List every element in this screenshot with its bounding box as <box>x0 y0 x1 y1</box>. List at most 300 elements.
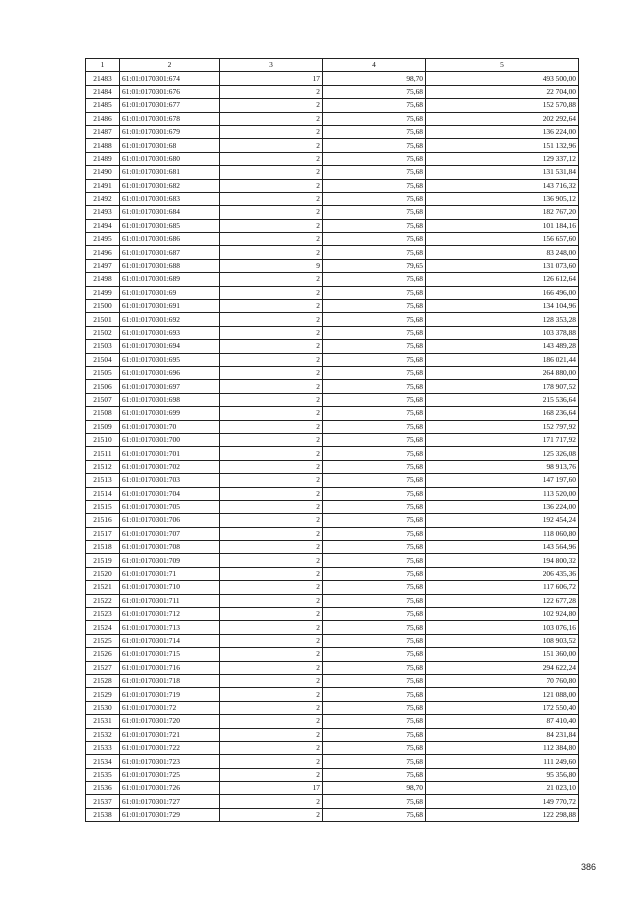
row-number-cell: 21522 <box>86 594 120 607</box>
value-cell: 126 612,64 <box>426 273 579 286</box>
column-4-cell: 75,68 <box>323 500 426 513</box>
column-4-cell: 75,68 <box>323 527 426 540</box>
column-header-4: 4 <box>323 59 426 72</box>
row-number-cell: 21504 <box>86 353 120 366</box>
column-4-cell: 75,68 <box>323 688 426 701</box>
table-row <box>86 259 579 272</box>
column-3-cell: 2 <box>220 340 323 353</box>
row-number-cell: 21501 <box>86 313 120 326</box>
table-row <box>86 313 579 326</box>
row-number-cell: 21534 <box>86 755 120 768</box>
table-row <box>86 139 579 152</box>
column-3-cell: 2 <box>220 447 323 460</box>
table-row <box>86 741 579 754</box>
column-4-cell: 75,68 <box>323 125 426 138</box>
column-3-cell: 2 <box>220 474 323 487</box>
column-4-cell: 75,68 <box>323 206 426 219</box>
table-row <box>86 380 579 393</box>
column-3-cell: 2 <box>220 594 323 607</box>
table-row <box>86 474 579 487</box>
table-row <box>86 85 579 98</box>
cadastral-number-cell: 61:01:0170301:700 <box>120 433 220 446</box>
column-3-cell: 2 <box>220 192 323 205</box>
row-number-cell: 21486 <box>86 112 120 125</box>
row-number-cell: 21511 <box>86 447 120 460</box>
table-body <box>86 72 579 822</box>
row-number-cell: 21537 <box>86 795 120 808</box>
table-row <box>86 795 579 808</box>
cadastral-number-cell: 61:01:0170301:723 <box>120 755 220 768</box>
row-number-cell: 21496 <box>86 246 120 259</box>
column-4-cell: 98,70 <box>323 782 426 795</box>
value-cell: 131 073,60 <box>426 259 579 272</box>
table-row <box>86 286 579 299</box>
column-3-cell: 2 <box>220 420 323 433</box>
cadastral-number-cell: 61:01:0170301:709 <box>120 554 220 567</box>
column-4-cell: 75,68 <box>323 433 426 446</box>
column-4-cell: 75,68 <box>323 514 426 527</box>
column-3-cell: 2 <box>220 85 323 98</box>
cadastral-number-cell: 61:01:0170301:684 <box>120 206 220 219</box>
column-4-cell: 75,68 <box>323 648 426 661</box>
column-4-cell: 75,68 <box>323 139 426 152</box>
column-3-cell: 2 <box>220 166 323 179</box>
column-3-cell: 2 <box>220 433 323 446</box>
column-4-cell: 75,68 <box>323 420 426 433</box>
column-3-cell: 2 <box>220 701 323 714</box>
table-row <box>86 219 579 232</box>
table-row <box>86 166 579 179</box>
row-number-cell: 21514 <box>86 487 120 500</box>
row-number-cell: 21508 <box>86 407 120 420</box>
row-number-cell: 21521 <box>86 581 120 594</box>
table-row <box>86 273 579 286</box>
column-4-cell: 75,68 <box>323 380 426 393</box>
column-3-cell: 2 <box>220 554 323 567</box>
column-3-cell: 2 <box>220 152 323 165</box>
value-cell: 194 800,32 <box>426 554 579 567</box>
column-4-cell: 75,68 <box>323 808 426 821</box>
table-row <box>86 420 579 433</box>
row-number-cell: 21538 <box>86 808 120 821</box>
column-4-cell: 75,68 <box>323 99 426 112</box>
value-cell: 121 088,00 <box>426 688 579 701</box>
value-cell: 206 435,36 <box>426 567 579 580</box>
column-3-cell: 9 <box>220 259 323 272</box>
value-cell: 166 496,00 <box>426 286 579 299</box>
page-number: 386 <box>580 862 596 872</box>
table-row <box>86 808 579 821</box>
row-number-cell: 21495 <box>86 233 120 246</box>
cadastral-number-cell: 61:01:0170301:692 <box>120 313 220 326</box>
value-cell: 21 023,10 <box>426 782 579 795</box>
value-cell: 70 760,80 <box>426 674 579 687</box>
table-row <box>86 674 579 687</box>
value-cell: 101 184,16 <box>426 219 579 232</box>
column-4-cell: 75,68 <box>323 353 426 366</box>
column-3-cell: 2 <box>220 393 323 406</box>
column-4-cell: 75,68 <box>323 634 426 647</box>
column-4-cell: 75,68 <box>323 541 426 554</box>
value-cell: 171 717,92 <box>426 433 579 446</box>
column-3-cell: 2 <box>220 688 323 701</box>
column-3-cell: 17 <box>220 72 323 85</box>
column-3-cell: 2 <box>220 326 323 339</box>
column-3-cell: 2 <box>220 768 323 781</box>
column-3-cell: 2 <box>220 206 323 219</box>
table-row <box>86 407 579 420</box>
cadastral-number-cell: 61:01:0170301:702 <box>120 460 220 473</box>
table-row <box>86 688 579 701</box>
table-row <box>86 233 579 246</box>
column-4-cell: 75,68 <box>323 166 426 179</box>
column-3-cell: 2 <box>220 99 323 112</box>
value-cell: 264 880,00 <box>426 366 579 379</box>
column-3-cell: 2 <box>220 233 323 246</box>
cadastral-number-cell: 61:01:0170301:683 <box>120 192 220 205</box>
table-row <box>86 340 579 353</box>
cadastral-number-cell: 61:01:0170301:70 <box>120 420 220 433</box>
column-header-5: 5 <box>426 59 579 72</box>
column-3-cell: 2 <box>220 407 323 420</box>
cadastral-number-cell: 61:01:0170301:69 <box>120 286 220 299</box>
table-row <box>86 300 579 313</box>
value-cell: 151 360,00 <box>426 648 579 661</box>
table-row <box>86 192 579 205</box>
cadastral-number-cell: 61:01:0170301:695 <box>120 353 220 366</box>
row-number-cell: 21485 <box>86 99 120 112</box>
cadastral-number-cell: 61:01:0170301:685 <box>120 219 220 232</box>
column-3-cell: 2 <box>220 541 323 554</box>
column-3-cell: 2 <box>220 179 323 192</box>
table-row <box>86 460 579 473</box>
table-row <box>86 447 579 460</box>
cadastral-number-cell: 61:01:0170301:698 <box>120 393 220 406</box>
cadastral-number-cell: 61:01:0170301:699 <box>120 407 220 420</box>
table-row <box>86 112 579 125</box>
cadastral-number-cell: 61:01:0170301:705 <box>120 500 220 513</box>
cadastral-number-cell: 61:01:0170301:715 <box>120 648 220 661</box>
column-3-cell: 2 <box>220 581 323 594</box>
row-number-cell: 21520 <box>86 567 120 580</box>
column-3-cell: 2 <box>220 112 323 125</box>
value-cell: 143 564,96 <box>426 541 579 554</box>
row-number-cell: 21518 <box>86 541 120 554</box>
column-3-cell: 2 <box>220 661 323 674</box>
cadastral-number-cell: 61:01:0170301:729 <box>120 808 220 821</box>
column-4-cell: 75,68 <box>323 407 426 420</box>
value-cell: 125 326,08 <box>426 447 579 460</box>
cadastral-number-cell: 61:01:0170301:706 <box>120 514 220 527</box>
cadastral-number-cell: 61:01:0170301:719 <box>120 688 220 701</box>
cadastral-number-cell: 61:01:0170301:72 <box>120 701 220 714</box>
column-4-cell: 98,70 <box>323 72 426 85</box>
column-3-cell: 2 <box>220 273 323 286</box>
table-row <box>86 634 579 647</box>
value-cell: 103 076,16 <box>426 621 579 634</box>
value-cell: 87 410,40 <box>426 715 579 728</box>
row-number-cell: 21529 <box>86 688 120 701</box>
value-cell: 134 104,96 <box>426 300 579 313</box>
value-cell: 202 292,64 <box>426 112 579 125</box>
column-4-cell: 75,68 <box>323 768 426 781</box>
cadastral-number-cell: 61:01:0170301:727 <box>120 795 220 808</box>
table-row <box>86 326 579 339</box>
cadastral-number-cell: 61:01:0170301:696 <box>120 366 220 379</box>
table-row <box>86 393 579 406</box>
value-cell: 172 550,40 <box>426 701 579 714</box>
column-4-cell: 75,68 <box>323 701 426 714</box>
cadastral-number-cell: 61:01:0170301:678 <box>120 112 220 125</box>
table-row <box>86 661 579 674</box>
column-4-cell: 75,68 <box>323 487 426 500</box>
cadastral-number-cell: 61:01:0170301:693 <box>120 326 220 339</box>
column-3-cell: 2 <box>220 366 323 379</box>
value-cell: 143 489,28 <box>426 340 579 353</box>
cadastral-number-cell: 61:01:0170301:687 <box>120 246 220 259</box>
cadastral-number-cell: 61:01:0170301:713 <box>120 621 220 634</box>
column-4-cell: 75,68 <box>323 286 426 299</box>
column-3-cell: 2 <box>220 300 323 313</box>
cadastral-number-cell: 61:01:0170301:725 <box>120 768 220 781</box>
column-3-cell: 2 <box>220 460 323 473</box>
table-row <box>86 594 579 607</box>
value-cell: 118 060,80 <box>426 527 579 540</box>
value-cell: 136 224,00 <box>426 125 579 138</box>
cadastral-number-cell: 61:01:0170301:721 <box>120 728 220 741</box>
column-4-cell: 75,68 <box>323 179 426 192</box>
row-number-cell: 21519 <box>86 554 120 567</box>
row-number-cell: 21489 <box>86 152 120 165</box>
header-row <box>86 59 579 72</box>
column-header-3: 3 <box>220 59 323 72</box>
column-3-cell: 2 <box>220 715 323 728</box>
table-row <box>86 581 579 594</box>
row-number-cell: 21512 <box>86 460 120 473</box>
column-3-cell: 2 <box>220 353 323 366</box>
table-row <box>86 701 579 714</box>
cadastral-number-cell: 61:01:0170301:718 <box>120 674 220 687</box>
column-3-cell: 2 <box>220 527 323 540</box>
table-row <box>86 179 579 192</box>
column-3-cell: 2 <box>220 674 323 687</box>
row-number-cell: 21533 <box>86 741 120 754</box>
value-cell: 98 913,76 <box>426 460 579 473</box>
table-row <box>86 72 579 85</box>
column-4-cell: 75,68 <box>323 594 426 607</box>
column-4-cell: 75,68 <box>323 112 426 125</box>
cadastral-value-table <box>85 58 579 822</box>
row-number-cell: 21506 <box>86 380 120 393</box>
column-4-cell: 75,68 <box>323 608 426 621</box>
row-number-cell: 21484 <box>86 85 120 98</box>
table-row <box>86 99 579 112</box>
column-3-cell: 2 <box>220 755 323 768</box>
value-cell: 95 356,80 <box>426 768 579 781</box>
row-number-cell: 21493 <box>86 206 120 219</box>
column-4-cell: 75,68 <box>323 326 426 339</box>
value-cell: 215 536,64 <box>426 393 579 406</box>
column-header-1: 1 <box>86 59 120 72</box>
row-number-cell: 21523 <box>86 608 120 621</box>
table-row <box>86 353 579 366</box>
value-cell: 22 704,00 <box>426 85 579 98</box>
row-number-cell: 21494 <box>86 219 120 232</box>
column-4-cell: 75,68 <box>323 741 426 754</box>
cadastral-number-cell: 61:01:0170301:710 <box>120 581 220 594</box>
value-cell: 294 622,24 <box>426 661 579 674</box>
value-cell: 108 903,52 <box>426 634 579 647</box>
row-number-cell: 21499 <box>86 286 120 299</box>
cadastral-number-cell: 61:01:0170301:676 <box>120 85 220 98</box>
cadastral-number-cell: 61:01:0170301:674 <box>120 72 220 85</box>
cadastral-number-cell: 61:01:0170301:697 <box>120 380 220 393</box>
value-cell: 103 378,88 <box>426 326 579 339</box>
column-3-cell: 2 <box>220 246 323 259</box>
row-number-cell: 21532 <box>86 728 120 741</box>
table-row <box>86 206 579 219</box>
cadastral-number-cell: 61:01:0170301:681 <box>120 166 220 179</box>
column-4-cell: 75,68 <box>323 219 426 232</box>
value-cell: 192 454,24 <box>426 514 579 527</box>
row-number-cell: 21536 <box>86 782 120 795</box>
row-number-cell: 21516 <box>86 514 120 527</box>
value-cell: 178 907,52 <box>426 380 579 393</box>
column-4-cell: 75,68 <box>323 273 426 286</box>
value-cell: 168 236,64 <box>426 407 579 420</box>
cadastral-number-cell: 61:01:0170301:722 <box>120 741 220 754</box>
cadastral-number-cell: 61:01:0170301:708 <box>120 541 220 554</box>
cadastral-number-cell: 61:01:0170301:694 <box>120 340 220 353</box>
cadastral-number-cell: 61:01:0170301:704 <box>120 487 220 500</box>
table-row <box>86 554 579 567</box>
row-number-cell: 21488 <box>86 139 120 152</box>
column-4-cell: 75,68 <box>323 300 426 313</box>
table-row <box>86 541 579 554</box>
table-row <box>86 366 579 379</box>
value-cell: 143 716,32 <box>426 179 579 192</box>
row-number-cell: 21513 <box>86 474 120 487</box>
table-row <box>86 125 579 138</box>
row-number-cell: 21526 <box>86 648 120 661</box>
cadastral-number-cell: 61:01:0170301:712 <box>120 608 220 621</box>
column-4-cell: 75,68 <box>323 152 426 165</box>
cadastral-number-cell: 61:01:0170301:679 <box>120 125 220 138</box>
row-number-cell: 21498 <box>86 273 120 286</box>
column-4-cell: 75,68 <box>323 447 426 460</box>
cadastral-number-cell: 61:01:0170301:682 <box>120 179 220 192</box>
value-cell: 84 231,84 <box>426 728 579 741</box>
column-4-cell: 75,68 <box>323 192 426 205</box>
column-3-cell: 2 <box>220 741 323 754</box>
table-row <box>86 527 579 540</box>
column-4-cell: 75,68 <box>323 460 426 473</box>
column-3-cell: 2 <box>220 808 323 821</box>
column-3-cell: 2 <box>220 313 323 326</box>
value-cell: 117 606,72 <box>426 581 579 594</box>
row-number-cell: 21510 <box>86 433 120 446</box>
value-cell: 122 677,28 <box>426 594 579 607</box>
table-row <box>86 433 579 446</box>
table-row <box>86 728 579 741</box>
column-4-cell: 75,68 <box>323 755 426 768</box>
value-cell: 122 298,88 <box>426 808 579 821</box>
row-number-cell: 21515 <box>86 500 120 513</box>
cadastral-number-cell: 61:01:0170301:716 <box>120 661 220 674</box>
table-row <box>86 152 579 165</box>
column-3-cell: 2 <box>220 286 323 299</box>
table-row <box>86 500 579 513</box>
row-number-cell: 21507 <box>86 393 120 406</box>
row-number-cell: 21517 <box>86 527 120 540</box>
value-cell: 493 500,00 <box>426 72 579 85</box>
column-header-2: 2 <box>120 59 220 72</box>
column-4-cell: 75,68 <box>323 366 426 379</box>
value-cell: 128 353,28 <box>426 313 579 326</box>
cadastral-number-cell: 61:01:0170301:68 <box>120 139 220 152</box>
value-cell: 102 924,80 <box>426 608 579 621</box>
row-number-cell: 21535 <box>86 768 120 781</box>
row-number-cell: 21531 <box>86 715 120 728</box>
row-number-cell: 21505 <box>86 366 120 379</box>
column-4-cell: 75,68 <box>323 554 426 567</box>
row-number-cell: 21524 <box>86 621 120 634</box>
cadastral-number-cell: 61:01:0170301:701 <box>120 447 220 460</box>
row-number-cell: 21503 <box>86 340 120 353</box>
column-3-cell: 2 <box>220 219 323 232</box>
value-cell: 152 570,88 <box>426 99 579 112</box>
column-4-cell: 75,68 <box>323 661 426 674</box>
cadastral-number-cell: 61:01:0170301:688 <box>120 259 220 272</box>
column-4-cell: 75,68 <box>323 393 426 406</box>
column-3-cell: 2 <box>220 514 323 527</box>
row-number-cell: 21492 <box>86 192 120 205</box>
table-row <box>86 648 579 661</box>
row-number-cell: 21509 <box>86 420 120 433</box>
row-number-cell: 21500 <box>86 300 120 313</box>
cadastral-number-cell: 61:01:0170301:689 <box>120 273 220 286</box>
cadastral-number-cell: 61:01:0170301:726 <box>120 782 220 795</box>
table-header <box>86 59 579 72</box>
row-number-cell: 21525 <box>86 634 120 647</box>
row-number-cell: 21530 <box>86 701 120 714</box>
table-row <box>86 246 579 259</box>
table-row <box>86 755 579 768</box>
value-cell: 111 249,60 <box>426 755 579 768</box>
value-cell: 112 384,80 <box>426 741 579 754</box>
row-number-cell: 21527 <box>86 661 120 674</box>
column-4-cell: 75,68 <box>323 85 426 98</box>
value-cell: 186 021,44 <box>426 353 579 366</box>
column-3-cell: 2 <box>220 125 323 138</box>
column-3-cell: 2 <box>220 621 323 634</box>
row-number-cell: 21528 <box>86 674 120 687</box>
row-number-cell: 21491 <box>86 179 120 192</box>
row-number-cell: 21497 <box>86 259 120 272</box>
table-row <box>86 715 579 728</box>
row-number-cell: 21483 <box>86 72 120 85</box>
row-number-cell: 21490 <box>86 166 120 179</box>
column-4-cell: 75,68 <box>323 715 426 728</box>
table-row <box>86 768 579 781</box>
column-3-cell: 2 <box>220 380 323 393</box>
cadastral-number-cell: 61:01:0170301:677 <box>120 99 220 112</box>
cadastral-number-cell: 61:01:0170301:711 <box>120 594 220 607</box>
value-cell: 149 770,72 <box>426 795 579 808</box>
column-3-cell: 17 <box>220 782 323 795</box>
value-cell: 151 132,96 <box>426 139 579 152</box>
column-4-cell: 75,68 <box>323 313 426 326</box>
